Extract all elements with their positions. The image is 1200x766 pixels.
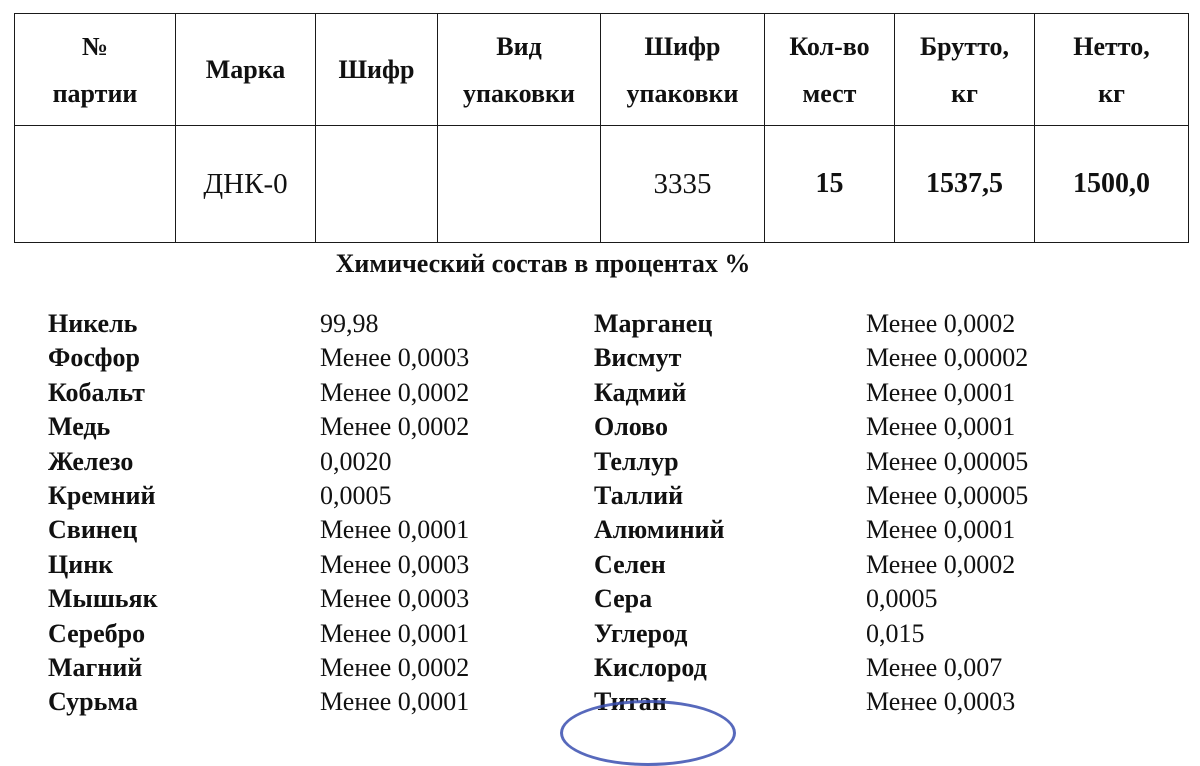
element-name: Висмут	[594, 343, 682, 373]
composition-title: Химический состав в процентах %	[335, 249, 751, 278]
element-value: 99,98	[320, 309, 379, 338]
element-value: Менее 0,0003	[320, 549, 470, 579]
element-name: Сера	[594, 584, 653, 614]
element-value: 0,0020	[320, 446, 392, 476]
element-name: Кремний	[48, 480, 156, 510]
element-name: Медь	[48, 412, 111, 442]
header-code: Шифр	[316, 14, 438, 126]
cell-pack-type	[438, 126, 601, 243]
header-net: Нетто, кг	[1035, 14, 1189, 126]
element-name: Серебро	[48, 618, 146, 648]
stamp-seal	[560, 700, 736, 766]
element-value: 0,0005	[320, 480, 392, 510]
element-value: Менее 0,0001	[866, 377, 1016, 407]
element-value: Менее 0,0002	[866, 309, 1016, 338]
right-element-values	[866, 307, 1028, 720]
element-name: Никель	[48, 309, 138, 338]
element-value: Менее 0,00005	[866, 446, 1029, 476]
right-element-names	[594, 307, 725, 720]
element-name: Железо	[48, 446, 134, 476]
table-data-row	[15, 126, 1189, 243]
element-value: Менее 0,0001	[320, 618, 470, 648]
element-name: Таллий	[594, 480, 684, 510]
element-value: Менее 0,0002	[320, 412, 470, 442]
header-pack-type: Вид упаковки	[438, 14, 601, 126]
element-value: Менее 0,0003	[320, 343, 470, 373]
element-value: Менее 0,0002	[320, 377, 470, 407]
element-value: Менее 0,0003	[320, 584, 470, 614]
element-name: Марганец	[594, 309, 713, 338]
cell-gross: 1537,5	[895, 126, 1035, 243]
element-name: Селен	[594, 549, 666, 579]
element-name: Кадмий	[594, 377, 687, 407]
left-element-values	[320, 307, 469, 720]
element-value: Менее 0,00005	[866, 480, 1029, 510]
element-value: Менее 0,0001	[320, 515, 470, 545]
header-places: Кол-во мест	[765, 14, 895, 126]
element-name: Олово	[594, 412, 669, 442]
element-value: Менее 0,007	[866, 652, 1003, 682]
element-name: Углерод	[594, 618, 688, 648]
element-name: Цинк	[48, 549, 114, 579]
element-name: Мышьяк	[48, 584, 158, 614]
element-name: Кислород	[594, 652, 707, 682]
cell-pack-code: 3335	[601, 126, 765, 243]
element-value: 0,0005	[866, 584, 938, 614]
element-name: Алюминий	[594, 515, 725, 545]
element-name: Сурьма	[48, 687, 138, 717]
element-value: Менее 0,00002	[866, 343, 1029, 373]
element-name: Теллур	[594, 446, 679, 476]
shipment-table	[14, 13, 1189, 243]
header-gross: Брутто, кг	[895, 14, 1035, 126]
element-value: Менее 0,0003	[866, 687, 1016, 717]
element-value: Менее 0,0002	[320, 652, 470, 682]
cell-net: 1500,0	[1035, 126, 1189, 243]
redacted-area	[45, 171, 145, 193]
cell-places: 15	[765, 126, 895, 243]
element-name: Свинец	[48, 515, 138, 545]
cell-grade: ДНК-0	[176, 126, 316, 243]
header-batch-number: № партии	[15, 14, 176, 126]
cell-code	[316, 126, 438, 243]
left-element-names	[48, 307, 158, 720]
element-name: Кобальт	[48, 377, 145, 407]
element-value: Менее 0,0001	[320, 687, 470, 717]
element-name: Фосфор	[48, 343, 140, 373]
header-grade: Марка	[176, 14, 316, 126]
header-pack-code: Шифр упаковки	[601, 14, 765, 126]
element-name: Титан	[594, 687, 667, 717]
cell-batch-number	[15, 126, 176, 243]
element-value: Менее 0,0002	[866, 549, 1016, 579]
element-name: Магний	[48, 652, 143, 682]
element-value: 0,015	[866, 618, 925, 648]
element-value: Менее 0,0001	[866, 515, 1016, 545]
table-header-row	[15, 14, 1189, 126]
element-value: Менее 0,0001	[866, 412, 1016, 442]
